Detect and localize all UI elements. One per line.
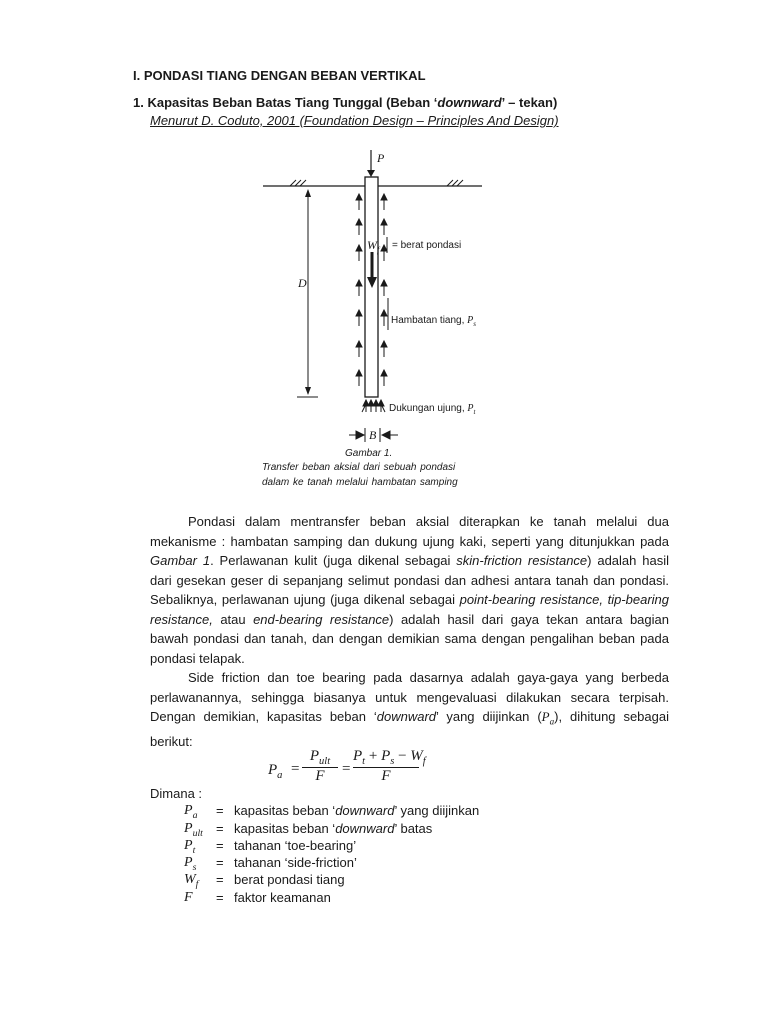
label-wf-sym: W bbox=[367, 238, 377, 252]
formula-ps-sub: s bbox=[390, 756, 395, 767]
formula-eq-2: = bbox=[342, 761, 351, 777]
definition-symbol-sub: ult bbox=[192, 827, 203, 839]
definitions-title: Dimana : bbox=[150, 786, 203, 801]
figure-caption-title: Gambar 1. bbox=[345, 448, 393, 459]
definition-symbol: F bbox=[184, 890, 193, 905]
ps-description bbox=[391, 315, 476, 328]
definition-symbol: $P_s$ bbox=[184, 855, 197, 873]
p2-downward: downward bbox=[376, 709, 437, 724]
definition-text-pre: kapasitas beban ‘ bbox=[234, 803, 336, 818]
toe-bearing-arrows bbox=[362, 400, 385, 412]
definition-text bbox=[234, 855, 357, 870]
p1-text-e: ) adalah hasil dari gaya tekan antara bagian bawah pondasi dan tanah, dan dengan demikian sama dengan pengalihan beban pada pondasi telapak. bbox=[150, 611, 669, 666]
reference-line: Menurut D. Coduto, 2001 (Foundation Design – Principles And Design) bbox=[150, 113, 559, 128]
formula-lhs bbox=[268, 762, 282, 781]
formula-lhs-sub: a bbox=[277, 770, 283, 781]
label-wf bbox=[367, 238, 379, 254]
p1-text-d: atau bbox=[212, 611, 254, 627]
ground-hatch-left bbox=[290, 180, 306, 186]
definition-equals: = bbox=[216, 803, 224, 818]
ps-desc-text: Hambatan tiang, bbox=[391, 315, 468, 326]
side-friction-arrows-left bbox=[356, 194, 362, 386]
definition-symbol-sub: f bbox=[195, 878, 199, 890]
definition-symbol-sub: a bbox=[192, 809, 198, 821]
p2-pa-sym: P bbox=[541, 709, 550, 724]
label-wf-sub: f bbox=[377, 245, 380, 255]
formula-minus: − bbox=[394, 748, 411, 764]
formula-lhs-sym: P bbox=[268, 762, 278, 778]
formula-num-2 bbox=[353, 748, 426, 767]
definition-equals: = bbox=[216, 855, 224, 870]
subsection-suffix: ’ – tekan) bbox=[501, 95, 558, 110]
formula-frac-1 bbox=[302, 748, 338, 785]
definition-equals: = bbox=[216, 890, 224, 905]
definition-text bbox=[234, 821, 432, 836]
definition-text bbox=[234, 872, 345, 887]
definition-text-post: ’ yang diijinkan bbox=[394, 803, 480, 818]
definition-text-pre: tahanan ‘side-friction’ bbox=[234, 855, 357, 870]
formula-frac-2 bbox=[353, 748, 426, 785]
section-heading: I. PONDASI TIANG DENGAN BEBAN VERTIKAL bbox=[133, 68, 426, 83]
formula-ps-sym: P bbox=[381, 748, 391, 764]
side-friction-arrows-right bbox=[381, 194, 387, 386]
formula-num-1 bbox=[302, 748, 338, 767]
formula-num1-sub: ult bbox=[319, 756, 331, 767]
definition-text-pre: berat pondasi tiang bbox=[234, 872, 345, 887]
definition-row bbox=[0, 890, 768, 907]
definition-text-post: ’ batas bbox=[394, 821, 433, 836]
definition-symbol: $P_{ult}$ bbox=[184, 821, 203, 839]
p2-pa-sub: a bbox=[549, 716, 555, 727]
pile-shaft bbox=[365, 177, 378, 397]
definition-row bbox=[0, 821, 768, 838]
subsection-prefix: 1. Kapasitas Beban Batas Tiang Tunggal (Beban ‘ bbox=[133, 95, 438, 110]
p1-text-a: Pondasi dalam mentransfer beban aksial diterapkan ke tanah melalui dua mekanisme : hambatan samping dan dukung ujung kaki, seperti yang ditunjukkan pada bbox=[150, 514, 669, 549]
definition-symbol: $W_f$ bbox=[184, 872, 199, 890]
definition-symbol: $P_a$ bbox=[184, 803, 198, 821]
figure-caption-line2: dalam ke tanah melalui hambatan samping bbox=[262, 477, 458, 488]
pt-description bbox=[389, 403, 475, 416]
definition-equals: = bbox=[216, 838, 224, 853]
formula-pt-sym: P bbox=[353, 748, 363, 764]
body-paragraph-2 bbox=[150, 668, 669, 752]
formula-eq-1: = bbox=[291, 761, 300, 777]
pt-desc-text: Dukungan ujung, bbox=[389, 403, 468, 414]
p2-text-b: ’ yang diijinkan ( bbox=[436, 709, 542, 724]
formula-den-1: F bbox=[315, 768, 325, 784]
p2-text-a: Side friction dan toe bearing pada dasarnya adalah gaya-gaya yang berbeda perlawanannya, sehingga biasanya untuk mengevaluasi dilakukan secara terpisah. Dengan demikian, kapasitas beban ‘ bbox=[150, 670, 669, 724]
p1-point-term: point-bearing resistance, tip-bearing resistance, bbox=[150, 592, 670, 627]
p1-end-term: end-bearing resistance bbox=[253, 611, 390, 627]
subsection-italic: downward bbox=[437, 95, 502, 110]
ground-hatch-right bbox=[447, 180, 463, 186]
definition-text-pre: kapasitas beban ‘ bbox=[234, 821, 336, 836]
formula-den-2: F bbox=[381, 768, 391, 784]
p1-text-b: . Perlawanan kulit (juga dikenal sebagai bbox=[210, 553, 457, 568]
formula-wf-sym: W bbox=[410, 748, 423, 764]
definition-row bbox=[0, 855, 768, 872]
definition-text bbox=[234, 890, 331, 905]
definition-text-italic: downward bbox=[335, 821, 395, 836]
definition-text-pre: faktor keamanan bbox=[234, 890, 331, 905]
definition-symbol-sub: t bbox=[192, 844, 196, 856]
definition-symbol-sub: s bbox=[192, 861, 197, 873]
formula-wf-sub: f bbox=[422, 756, 426, 767]
figure-caption-line1: Transfer beban aksial dari sebuah pondasi bbox=[262, 462, 456, 473]
p1-skin-term: skin-friction resistance bbox=[456, 553, 588, 568]
p1-fig-ref: Gambar 1 bbox=[150, 553, 211, 568]
ps-desc-sym: P bbox=[467, 315, 474, 326]
body-paragraph-1 bbox=[150, 512, 669, 668]
definition-text-italic: downward bbox=[335, 803, 395, 818]
definition-text-pre: tahanan ‘toe-bearing’ bbox=[234, 838, 357, 853]
definition-row bbox=[0, 872, 768, 889]
definition-text bbox=[234, 838, 356, 853]
definition-equals: = bbox=[216, 872, 224, 887]
label-p: P bbox=[377, 151, 385, 165]
p2-text-c: ), dihitung sebagai berikut: bbox=[150, 709, 669, 750]
pt-desc-sym: P bbox=[467, 403, 474, 414]
definition-row bbox=[0, 803, 768, 820]
formula-num1-sym: P bbox=[309, 748, 320, 764]
formula-allowable-capacity bbox=[262, 748, 462, 788]
definition-row bbox=[0, 838, 768, 855]
label-b: B bbox=[369, 428, 377, 442]
pt-desc-sub: t bbox=[473, 408, 476, 416]
ps-desc-sub: s bbox=[473, 320, 477, 328]
label-d: D bbox=[298, 276, 307, 290]
p1-text-c: ) adalah hasil dari gesekan geser di sepanjang selimut pondasi dan adhesi antara tanah dan pondasi. Sebaliknya, perlawanan ujung (juga dikenal sebagai bbox=[150, 553, 669, 607]
definition-text bbox=[234, 803, 479, 818]
wf-description: = berat pondasi bbox=[392, 240, 462, 251]
formula-pt-sub: t bbox=[362, 756, 366, 767]
definition-symbol: $P_t$ bbox=[184, 838, 196, 856]
formula-plus: + bbox=[365, 748, 382, 764]
definition-equals: = bbox=[216, 821, 224, 836]
